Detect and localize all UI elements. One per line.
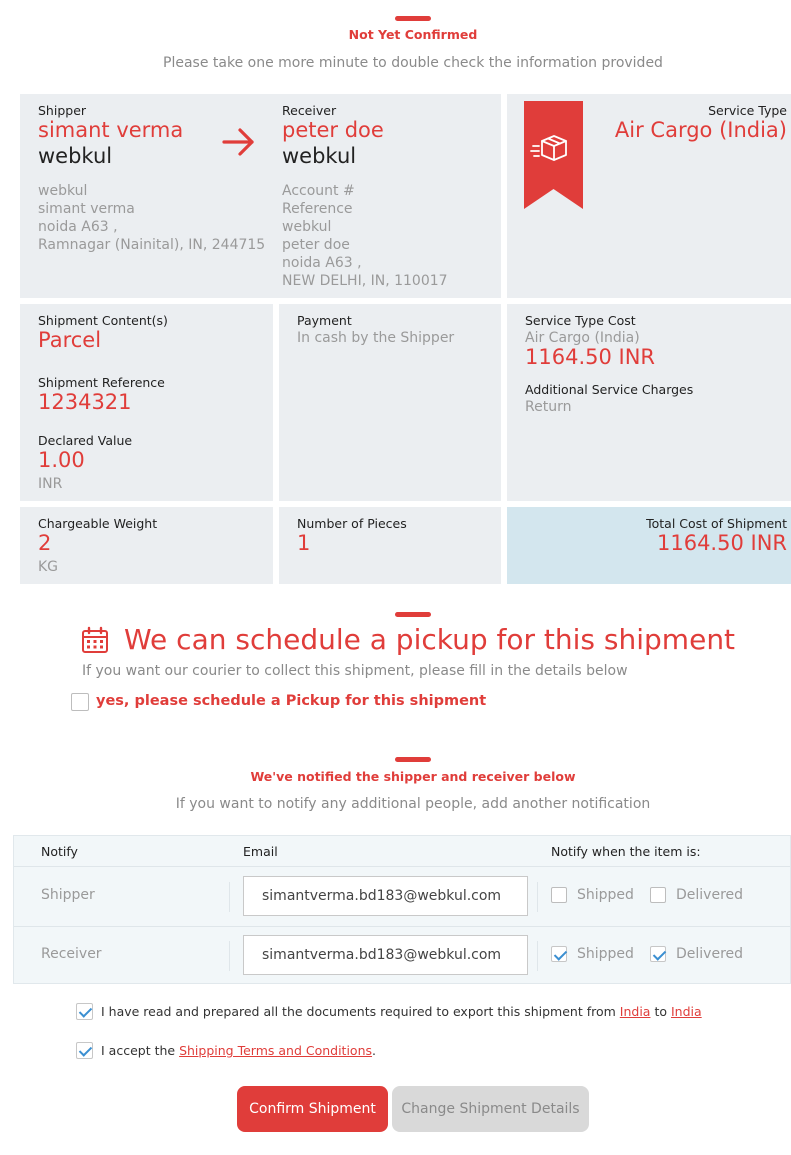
terms-suffix: . <box>372 1043 377 1058</box>
receiver-address-line: noida A63 , <box>282 255 362 271</box>
column-divider <box>229 882 230 912</box>
row-divider <box>14 926 790 927</box>
service-cost-amount: 1164.50 INR <box>525 345 656 369</box>
declared-currency: INR <box>38 476 63 492</box>
weight-unit: KG <box>38 559 59 575</box>
terms-link[interactable]: Shipping Terms and Conditions <box>179 1043 373 1058</box>
receiver-company: webkul <box>282 144 357 168</box>
notifications-divider <box>395 757 431 762</box>
receiver-address-line: webkul <box>282 219 332 235</box>
notifications-title: We've notified the shipper and receiver below <box>250 769 576 784</box>
service-cost-service: Air Cargo (India) <box>525 330 640 346</box>
shipper-shipped-checkbox[interactable] <box>551 887 567 903</box>
terms-checkbox[interactable] <box>76 1042 93 1059</box>
additional-charges-value: Return <box>525 399 572 415</box>
receiver-address-line: Reference <box>282 201 353 217</box>
pickup-subtitle: If you want our courier to collect this shipment, please fill in the details below <box>82 663 628 679</box>
confirm-shipment-button[interactable]: Confirm Shipment <box>237 1086 388 1132</box>
export-docs-checkbox[interactable] <box>76 1003 93 1020</box>
header-notify-when: Notify when the item is: <box>551 844 701 859</box>
total-cost-label: Total Cost of Shipment <box>646 516 787 531</box>
shipper-shipped-label[interactable]: Shipped <box>577 887 634 903</box>
contents-value: Parcel <box>38 328 102 352</box>
shipper-email-input[interactable] <box>243 876 528 916</box>
shipper-address-line: simant verma <box>38 201 135 217</box>
pickup-checkbox[interactable] <box>71 693 89 711</box>
header-notify: Notify <box>41 844 78 859</box>
receiver-shipped-label[interactable]: Shipped <box>577 946 634 962</box>
shipper-name: simant verma <box>38 118 184 142</box>
column-divider <box>229 941 230 971</box>
shipper-delivered-checkbox[interactable] <box>650 887 666 903</box>
shipper-address-line: Ramnagar (Nainital), IN, 244715 <box>38 237 266 253</box>
status-title: Not Yet Confirmed <box>348 27 478 42</box>
weight-label: Chargeable Weight <box>38 516 158 531</box>
column-divider <box>537 941 538 971</box>
export-docs-prefix: I have read and prepared all the documents required to export this shipment from <box>101 1004 616 1019</box>
total-cost-value: 1164.50 INR <box>656 531 787 555</box>
arrow-right-icon <box>222 127 256 157</box>
export-docs-to: to <box>654 1004 668 1019</box>
contents-label: Shipment Content(s) <box>38 313 168 328</box>
change-shipment-details-button[interactable]: Change Shipment Details <box>392 1086 589 1132</box>
to-country-link[interactable]: India <box>671 1004 702 1019</box>
payment-label: Payment <box>297 313 352 328</box>
terms-text <box>101 1043 376 1058</box>
calendar-icon <box>81 626 109 654</box>
shipper-address-line: noida A63 , <box>38 219 118 235</box>
pieces-value: 1 <box>297 531 311 555</box>
reference-label: Shipment Reference <box>38 375 165 390</box>
receiver-shipped-checkbox[interactable] <box>551 946 567 962</box>
weight-value: 2 <box>38 531 52 555</box>
receiver-address-line: Account # <box>282 183 355 199</box>
receiver-name: peter doe <box>282 118 384 142</box>
additional-charges-label: Additional Service Charges <box>525 382 694 397</box>
from-country-link[interactable]: India <box>619 1004 651 1019</box>
declared-value-label: Declared Value <box>38 433 133 448</box>
shipper-delivered-label[interactable]: Delivered <box>676 887 744 903</box>
shipper-company: webkul <box>38 144 113 168</box>
column-divider <box>537 882 538 912</box>
service-cost-label: Service Type Cost <box>525 313 636 328</box>
status-divider <box>395 16 431 21</box>
pickup-divider <box>395 612 431 617</box>
receiver-address-line: peter doe <box>282 237 350 253</box>
receiver-delivered-label[interactable]: Delivered <box>676 946 744 962</box>
notify-role-shipper: Shipper <box>41 887 95 903</box>
receiver-label: Receiver <box>282 103 337 118</box>
shipper-address-line: webkul <box>38 183 88 199</box>
payment-value: In cash by the Shipper <box>297 330 455 346</box>
notifications-table <box>13 835 791 984</box>
declared-value: 1.00 <box>38 448 85 472</box>
service-type-label: Service Type <box>708 103 787 118</box>
service-type-value: Air Cargo (India) <box>614 118 787 142</box>
pickup-checkbox-label[interactable]: yes, please schedule a Pickup for this shipment <box>96 693 487 709</box>
reference-value: 1234321 <box>38 390 132 414</box>
notify-role-receiver: Receiver <box>41 946 102 962</box>
status-subtitle: Please take one more minute to double check the information provided <box>163 55 663 71</box>
receiver-email-input[interactable] <box>243 935 528 975</box>
shipper-label: Shipper <box>38 103 87 118</box>
notifications-subtitle: If you want to notify any additional people, add another notification <box>175 796 651 812</box>
receiver-address-line: NEW DELHI, IN, 110017 <box>282 273 448 289</box>
receiver-delivered-checkbox[interactable] <box>650 946 666 962</box>
export-docs-text <box>101 1004 702 1019</box>
package-delivery-icon <box>524 101 583 209</box>
pickup-title: We can schedule a pickup for this shipment <box>124 623 736 656</box>
header-email: Email <box>243 844 278 859</box>
terms-prefix: I accept the <box>101 1043 176 1058</box>
pieces-label: Number of Pieces <box>297 516 407 531</box>
